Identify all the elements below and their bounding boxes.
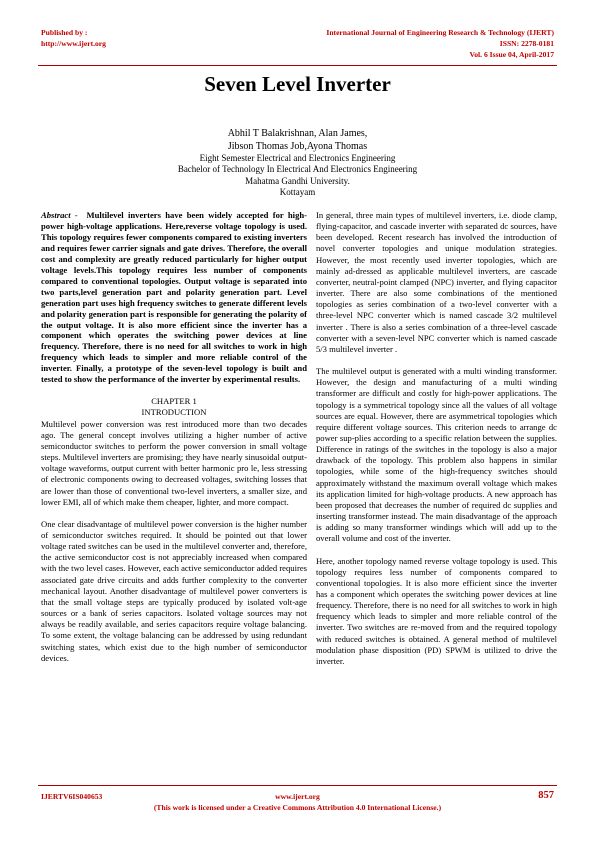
paper-id: IJERTV6IS040653 xyxy=(41,792,103,801)
journal-url-link[interactable]: http://www.ijert.org xyxy=(41,39,106,48)
abstract-text: Multilevel inverters have been widely accepted for high-power high-voltage applications. Here,reverse voltage topology is used. This topology requires fewer components compared to existing inverters and requires fewer carrier signals and gate drives. Therefore, the overall cost and complexity are greatly reduced particularly for higher output voltage levels.This topology requires less number of components compared to conventional topologies. Output voltage is separated into two parts,level generation part and polarity generation part. Level generation part uses high frequency switches to generate different levels and polarity generation part is responsible for generating the polarity of the output voltage. It is also more efficient since the inverter has a component which operates the switching power devices at line frequency. Therefore, there is no need for all switches to work in high frequency which leads to simpler and more reliable control of the inverter. Finally, a prototype of the seven-level topology is built and tested to show the performance of the inverter by experimental results. xyxy=(41,210,308,385)
left-column xyxy=(41,210,307,664)
body-paragraph: The multilevel output is generated with a multi winding transformer. However, the design and manufacturing of a multi winding transformer are difficult and costly for high-power applications. The topology is a symmetrical topology since all the values of all voltage sources are equal. However, there are asymmetrical topologies which require different voltage sources. This criterion needs to arrange dc power sup-plies according to a specific relation between the supplies. Difference in ratings of the switches in the topology is also a major drawback of the topology. This problem also happens in similar topologies, while some of the high-frequency switches should approximately withstand the maximum overall voltage which makes its application limited for high-voltage products. A new approach has been proposed that decreases the number of required dc supplies and inserting transformer instead. The main disadvantage of the approach is adding so many transformer windings which will add up to the overall volume and cost of the inverter. xyxy=(316,366,557,544)
header-divider xyxy=(38,65,557,66)
footer-divider xyxy=(38,785,557,786)
abstract-label: Abstract - xyxy=(41,210,78,220)
author-list xyxy=(0,128,595,153)
body-paragraph: Here, another topology named reverse voltage topology is used. This topology requires less number of components compared to conventional topologies. It is also more efficient since the inverter has a component which operates the switching power devices at line frequency. Therefore, there is no need for all switches to work in high frequency which leads to simpler and more reliable control of the inverter. Two switches are re-moved from and the required topology with reduced switches is obtained. A general method of multilevel modulation phase disposition (PD) SPWM is utilized to drive the inverter. xyxy=(316,555,557,666)
body-paragraph: One clear disadvantage of multilevel power conversion is the higher number of semiconductor switches required. It should be pointed out that lower voltage rated switches can be used in the multilevel converter and, therefore, the active semiconductor cost is not appreciably increased when compared with the two level cases. However, each active semiconductor added requires associated gate drive circuits and adds further complexity to the converter mechanical layout. Another disadvantage of multilevel power converters is that the small voltage steps are typically produced by isolated volt-age sources or a bank of series capacitors. Isolated voltage sources may not always be readily available, and series capacitors require voltage balancing. To some extent, the voltage balancing can be addressed by using redundant switching states, which exist due to the high number of semiconductor devices. xyxy=(41,518,307,663)
author-line: Jibson Thomas Job,Ayona Thomas xyxy=(227,140,368,152)
affiliation-line: Mahatma Gandhi University. xyxy=(245,175,350,186)
footer-url-link xyxy=(0,792,595,801)
issn: ISSN: 2278-0181 xyxy=(499,39,554,48)
abstract xyxy=(41,210,307,385)
affiliation-line: Eight Semester Electrical and Electronics Engineering xyxy=(199,153,396,163)
body-paragraph: Multilevel power conversion was rest introduced more than two decades ago. The general concept involves utilizing a higher number of active semiconductor switches to perform the power conversion in small voltage steps. Multilevel inverters are promising; they have nearly sinusoidal output-voltage waveforms, output current with better harmonic pro le, less stressing of electronic components owing to decreased voltages, switching losses that are lower than those of conventional two-level inverters, a smaller size, and lower EMI, all of which make them cheaper, lighter, and more compact. xyxy=(41,418,307,507)
journal-name: International Journal of Engineering Research & Technology (IJERT) xyxy=(326,28,554,37)
author-line: Abhil T Balakrishnan, Alan James, xyxy=(227,128,368,139)
section-heading: INTRODUCTION xyxy=(141,407,207,418)
affiliation-line: Kottayam xyxy=(279,186,316,197)
publisher-label: Published by : xyxy=(41,28,88,37)
paper-title: Seven Level Inverter xyxy=(204,72,391,96)
right-column xyxy=(316,210,557,667)
header-right xyxy=(326,27,554,60)
chapter-number: CHAPTER 1 xyxy=(151,396,197,407)
affiliation-line: Bachelor of Technology In Electrical And Electronics Engineering xyxy=(177,164,418,175)
affiliation xyxy=(0,153,595,198)
license-notice: (This work is licensed under a Creative Commons Attribution 4.0 International License.) xyxy=(153,803,442,812)
footer-url[interactable]: www.ijert.org xyxy=(275,792,320,801)
volume-issue: Vol. 6 Issue 04, April-2017 xyxy=(469,50,554,59)
header-left xyxy=(41,27,106,49)
body-paragraph: In general, three main types of multilevel inverters, i.e. diode clamp, flying-capacitor, and cascade inverter with separated dc sources, have been developed. Recent research has involved the introduction of novel converter topologies and unique modulation strategies. However, the most recently used inverter topologies, which are mainly ad-dressed as applicable multilevel inverters, are cascade converter, neutral-point clamped (NPC) inverter, and flying capacitor inverter. There are also some combinations of the mentioned topologies as series combination of a two-level converter with a three-level NPC converter which is named cascade 3/2 multilevel inverter . There is also a series combination of a three-level cascade converter with a seven-level NPC converter which is named cascade 5/3 multilevel inverter . xyxy=(316,210,557,354)
page-number: 857 xyxy=(538,790,554,801)
